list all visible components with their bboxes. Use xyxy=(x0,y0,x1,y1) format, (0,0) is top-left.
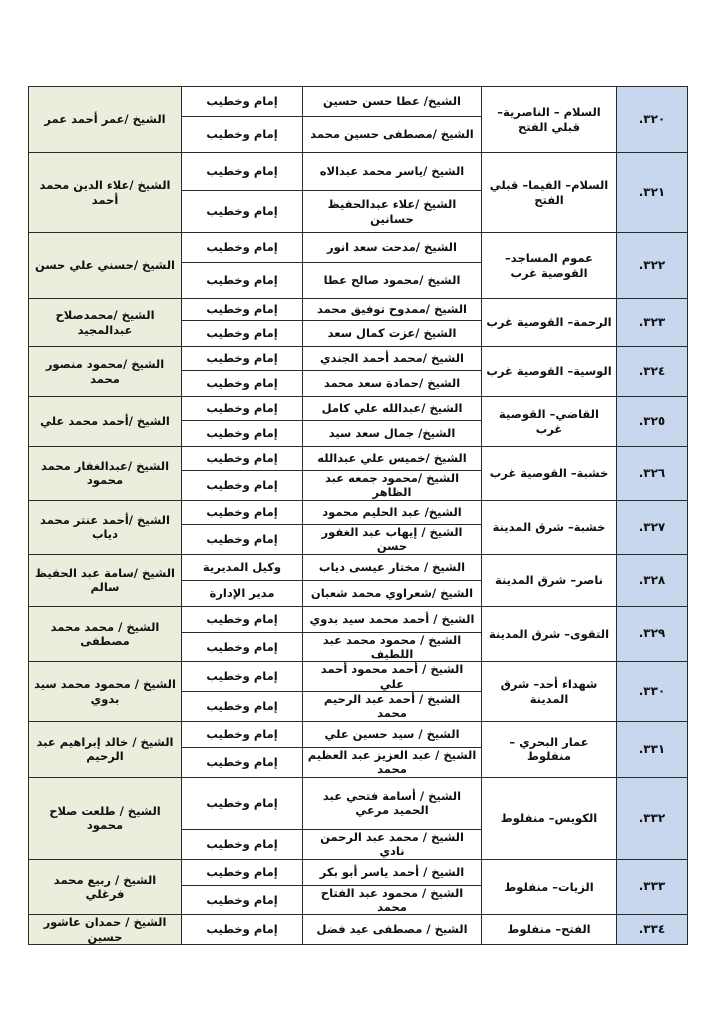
table-row xyxy=(29,397,688,421)
imams-table-sheet xyxy=(28,86,688,945)
staff-role-cell: إمام وخطيب xyxy=(182,117,303,153)
table-row xyxy=(29,662,688,692)
staff-name-cell: الشيخ / أحمد ياسر أبو بكر xyxy=(303,859,482,885)
mosque-name-cell: عموم المساجد– القوصية غرب xyxy=(482,233,617,299)
staff-name-cell: الشيخ /محمد أحمد الجندي xyxy=(303,347,482,371)
staff-name-cell: الشيخ / أحمد محمد سيد بدوي xyxy=(303,606,482,632)
staff-role-cell: إمام وخطيب xyxy=(182,692,303,722)
supervisor-name-cell: الشيخ /عمر أحمد عمر xyxy=(29,87,182,153)
staff-name-cell: الشيخ /حمادة سعد محمد xyxy=(303,371,482,397)
staff-role-cell: إمام وخطيب xyxy=(182,662,303,692)
staff-name-cell: الشيخ / عبد العزيز عبد العظيم محمد xyxy=(303,747,482,777)
staff-name-cell: الشيخ / محمود عبد الفتاح محمد xyxy=(303,885,482,915)
mosque-name-cell: السلام– الفيما– قبلي الفتح xyxy=(482,153,617,233)
staff-role-cell: إمام وخطيب xyxy=(182,471,303,501)
table-row xyxy=(29,447,688,471)
staff-role-cell: إمام وخطيب xyxy=(182,777,303,829)
row-number-cell: ٣٢٧. xyxy=(617,500,688,554)
table-row xyxy=(29,915,688,945)
supervisor-name-cell: الشيخ / محمود محمد سيد بدوي xyxy=(29,662,182,722)
staff-name-cell: الشيخ / سيد حسين علي xyxy=(303,721,482,747)
staff-name-cell: الشيخ / أحمد محمود أحمد علي xyxy=(303,662,482,692)
row-number-cell: ٣٢٤. xyxy=(617,347,688,397)
imams-table xyxy=(28,86,688,945)
supervisor-name-cell: الشيخ /سامة عبد الحفيظ سالم xyxy=(29,554,182,606)
supervisor-name-cell: الشيخ /حسني علي حسن xyxy=(29,233,182,299)
staff-role-cell: إمام وخطيب xyxy=(182,885,303,915)
supervisor-name-cell: الشيخ / محمد محمد مصطفى xyxy=(29,606,182,662)
staff-name-cell: الشيخ /مدحت سعد انور xyxy=(303,233,482,263)
mosque-name-cell: الرحمة– القوصية غرب xyxy=(482,299,617,347)
staff-name-cell: الشيخ /ياسر محمد عبدالاه xyxy=(303,153,482,191)
supervisor-name-cell: الشيخ /أحمد محمد علي xyxy=(29,397,182,447)
staff-role-cell: إمام وخطيب xyxy=(182,829,303,859)
row-number-cell: ٣٣٠. xyxy=(617,662,688,722)
staff-name-cell: الشيخ /مصطفى حسين محمد xyxy=(303,117,482,153)
table-row xyxy=(29,347,688,371)
staff-role-cell: إمام وخطيب xyxy=(182,524,303,554)
table-row xyxy=(29,859,688,885)
staff-role-cell: إمام وخطيب xyxy=(182,263,303,299)
table-row xyxy=(29,233,688,263)
staff-role-cell: إمام وخطيب xyxy=(182,321,303,347)
staff-name-cell: الشيخ /شعراوي محمد شعبان xyxy=(303,580,482,606)
staff-role-cell: إمام وخطيب xyxy=(182,153,303,191)
row-number-cell: ٣٢٩. xyxy=(617,606,688,662)
staff-name-cell: الشيخ / إيهاب عبد الغفور حسن xyxy=(303,524,482,554)
mosque-name-cell: السلام – الناصرية– قبلي الفتح xyxy=(482,87,617,153)
mosque-name-cell: الكويس– منفلوط xyxy=(482,777,617,859)
staff-role-cell: إمام وخطيب xyxy=(182,721,303,747)
supervisor-name-cell: الشيخ / خالد إبراهيم عبد الرحيم xyxy=(29,721,182,777)
staff-role-cell: إمام وخطيب xyxy=(182,347,303,371)
staff-name-cell: الشيخ /علاء عبدالحفيظ حسانين xyxy=(303,191,482,233)
mosque-name-cell: عمار البحري – منفلوط xyxy=(482,721,617,777)
staff-name-cell: الشيخ/ عطا حسن حسين xyxy=(303,87,482,117)
table-row xyxy=(29,777,688,829)
supervisor-name-cell: الشيخ / ربيع محمد فرغلي xyxy=(29,859,182,915)
staff-name-cell: الشيخ / مختار عيسى دياب xyxy=(303,554,482,580)
staff-name-cell: الشيخ / أحمد عبد الرحيم محمد xyxy=(303,692,482,722)
row-number-cell: ٣٣٣. xyxy=(617,859,688,915)
staff-name-cell: الشيخ / مصطفى عيد فضل xyxy=(303,915,482,945)
staff-role-cell: إمام وخطيب xyxy=(182,606,303,632)
supervisor-name-cell: الشيخ /محمود منصور محمد xyxy=(29,347,182,397)
staff-role-cell: إمام وخطيب xyxy=(182,500,303,524)
table-row xyxy=(29,153,688,191)
staff-name-cell: الشيخ /محمود جمعه عبد الظاهر xyxy=(303,471,482,501)
mosque-name-cell: شهداء أحد– شرق المدينة xyxy=(482,662,617,722)
table-row xyxy=(29,500,688,524)
row-number-cell: ٣٢٢. xyxy=(617,233,688,299)
staff-name-cell: الشيخ /عبدالله علي كامل xyxy=(303,397,482,421)
row-number-cell: ٣٢٦. xyxy=(617,447,688,501)
staff-role-cell: إمام وخطيب xyxy=(182,191,303,233)
staff-name-cell: الشيخ / محمد عبد الرحمن نادي xyxy=(303,829,482,859)
staff-name-cell: الشيخ / محمود محمد عبد اللطيف xyxy=(303,632,482,662)
staff-name-cell: الشيخ /عزت كمال سعد xyxy=(303,321,482,347)
mosque-name-cell: خشبة– القوصية غرب xyxy=(482,447,617,501)
staff-name-cell: الشيخ /ممدوح توفيق محمد xyxy=(303,299,482,321)
row-number-cell: ٣٣١. xyxy=(617,721,688,777)
staff-role-cell: مدير الإدارة xyxy=(182,580,303,606)
table-row xyxy=(29,721,688,747)
staff-role-cell: إمام وخطيب xyxy=(182,747,303,777)
supervisor-name-cell: الشيخ /محمدصلاح عبدالمجيد xyxy=(29,299,182,347)
mosque-name-cell: خشبة– شرق المدينة xyxy=(482,500,617,554)
table-row xyxy=(29,554,688,580)
staff-role-cell: إمام وخطيب xyxy=(182,397,303,421)
table-row xyxy=(29,299,688,321)
staff-role-cell: إمام وخطيب xyxy=(182,371,303,397)
table-body xyxy=(29,87,688,945)
staff-role-cell: إمام وخطيب xyxy=(182,447,303,471)
supervisor-name-cell: الشيخ / طلعت صلاح محمود xyxy=(29,777,182,859)
row-number-cell: ٣٢١. xyxy=(617,153,688,233)
mosque-name-cell: التقوى– شرق المدينة xyxy=(482,606,617,662)
staff-role-cell: إمام وخطيب xyxy=(182,632,303,662)
staff-name-cell: الشيخ /محمود صالح عطا xyxy=(303,263,482,299)
mosque-name-cell: الوسية– القوصية غرب xyxy=(482,347,617,397)
staff-name-cell: الشيخ / أسامة فتحي عبد الحميد مرعي xyxy=(303,777,482,829)
row-number-cell: ٣٢٨. xyxy=(617,554,688,606)
row-number-cell: ٣٣٢. xyxy=(617,777,688,859)
staff-role-cell: إمام وخطيب xyxy=(182,859,303,885)
staff-role-cell: إمام وخطيب xyxy=(182,299,303,321)
staff-role-cell: وكيل المديرية xyxy=(182,554,303,580)
table-row xyxy=(29,606,688,632)
row-number-cell: ٣٢٥. xyxy=(617,397,688,447)
staff-role-cell: إمام وخطيب xyxy=(182,233,303,263)
staff-name-cell: الشيخ /خميس علي عبدالله xyxy=(303,447,482,471)
supervisor-name-cell: الشيخ /عبدالغفار محمد محمود xyxy=(29,447,182,501)
supervisor-name-cell: الشيخ / حمدان عاشور حسين xyxy=(29,915,182,945)
mosque-name-cell: القاضي– القوصية غرب xyxy=(482,397,617,447)
row-number-cell: ٣٢٣. xyxy=(617,299,688,347)
staff-name-cell: الشيخ/ جمال سعد سيد xyxy=(303,421,482,447)
staff-role-cell: إمام وخطيب xyxy=(182,87,303,117)
supervisor-name-cell: الشيخ /أحمد عنتر محمد دياب xyxy=(29,500,182,554)
mosque-name-cell: الزيات– منفلوط xyxy=(482,859,617,915)
row-number-cell: ٣٣٤. xyxy=(617,915,688,945)
mosque-name-cell: الفتح– منفلوط xyxy=(482,915,617,945)
mosque-name-cell: ناصر– شرق المدينة xyxy=(482,554,617,606)
table-row xyxy=(29,87,688,117)
staff-name-cell: الشيخ/ عبد الحليم محمود xyxy=(303,500,482,524)
row-number-cell: ٣٢٠. xyxy=(617,87,688,153)
staff-role-cell: إمام وخطيب xyxy=(182,915,303,945)
supervisor-name-cell: الشيخ /علاء الدين محمد أحمد xyxy=(29,153,182,233)
staff-role-cell: إمام وخطيب xyxy=(182,421,303,447)
